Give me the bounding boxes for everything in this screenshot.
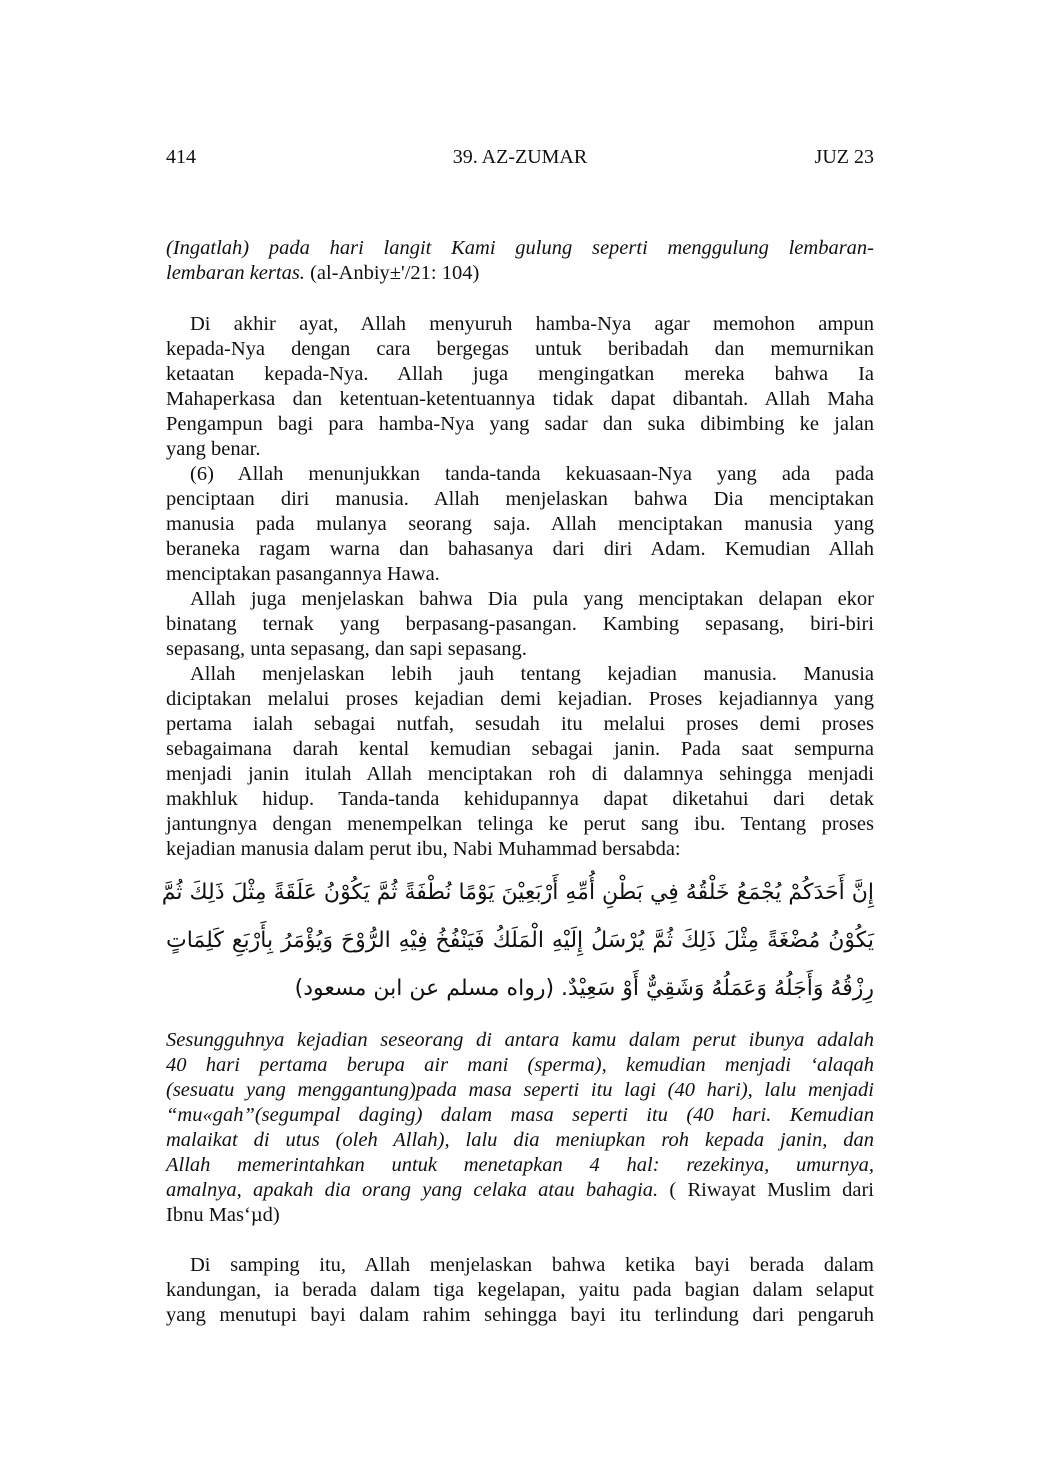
translation-line: “mu«gah”(segumpal daging) dalam masa seperti itu (40 hari. Kemudian [166,1104,874,1126]
paragraph-line: Pengampun bagi para hamba-Nya yang sadar dan suka dibimbing ke jalan [166,413,874,435]
translation-line: 40 hari pertama berupa air mani (sperma), kemudian menjadi ‘alaqah [166,1054,874,1076]
paragraph-line: beraneka ragam warna dan bahasanya dari diri Adam. Kemudian Allah [166,538,874,560]
paragraph-line: diciptakan melalui proses kejadian demi kejadian. Proses kejadiannya yang [166,688,874,710]
surah-title: 39. AZ-ZUMAR [452,146,588,168]
paragraph-line: Di samping itu, Allah menjelaskan bahwa ketika bayi berada dalam [190,1254,874,1276]
paragraph-line: Di akhir ayat, Allah menyuruh hamba-Nya agar memohon ampun [190,313,874,335]
translation-text: amalnya, apakah dia orang yang celaka atau bahagia. [166,1179,659,1201]
paragraph-line: ketaatan kepada-Nya. Allah juga mengingatkan mereka bahwa Ia [166,363,874,385]
hadith-arabic-line: رِزْقُهُ وَأَجَلُهُ وَعَمَلُهُ وَشَقِيٌّ أَوْ سَعِيْدٌ. (رواه مسلم عن ابن مسعود) [294,976,874,1001]
page-number: 414 [166,146,196,168]
paragraph-line: pertama ialah sebagai nutfah, sesudah itu melalui proses demi proses [166,713,874,735]
paragraph-line: kepada-Nya dengan cara bergegas untuk beribadah dan memurnikan [166,338,874,360]
translation-line [166,1178,874,1202]
paragraph-line: binatang ternak yang berpasang-pasangan. Kambing sepasang, biri-biri [166,613,874,635]
quote-line: (Ingatlah) pada hari langit Kami gulung seperti menggulung lembaran- [166,237,874,259]
paragraph-line: (6) Allah menunjukkan tanda-tanda kekuasaan-Nya yang ada pada [190,463,874,485]
juz-label: JUZ 23 [814,146,874,168]
paragraph-line: yang benar. [166,438,261,460]
quote-reference: (al-Anbiy±'/21: 104) [304,262,480,284]
paragraph-line: sebagaimana darah kental kemudian sebagai janin. Pada saat sempurna [166,738,874,760]
translation-line: Sesungguhnya kejadian seseorang di antara kamu dalam perut ibunya adalah [166,1029,874,1051]
paragraph-line: Mahaperkasa dan ketentuan-ketentuannya tidak dapat dibantah. Allah Maha [166,388,874,410]
paragraph-line: yang menutupi bayi dalam rahim sehingga bayi itu terlindung dari pengaruh [166,1304,874,1326]
hadith-arabic-line: إِنَّ أَحَدَكُمْ يُجْمَعُ خَلْقُهُ فِي بَطْنِ أُمِّهِ أَرْبَعِيْنَ يَوْمًا نُطْفَةً ثُمَّ يَكُوْنُ عَلَقَةً مِثْلَ ذَلِكَ ثُمَّ [161,880,874,905]
paragraph-line: makhluk hidup. Tanda-tanda kehidupannya dapat diketahui dari detak [166,788,874,810]
translation-reference: ( Riwayat Muslim dari [669,1179,874,1201]
paragraph-line: Allah menjelaskan lebih jauh tentang kejadian manusia. Manusia [190,663,874,685]
paragraph-line: jantungnya dengan menempelkan telinga ke perut sang ibu. Tentang proses [166,813,874,835]
paragraph-line: Allah juga menjelaskan bahwa Dia pula yang menciptakan delapan ekor [190,588,874,610]
page-header [166,146,874,174]
translation-line: Allah memerintahkan untuk menetapkan 4 hal: rezekinya, umurnya, [166,1154,874,1176]
translation-line: malaikat di utus (oleh Allah), lalu dia meniupkan roh kepada janin, dan [166,1129,874,1151]
paragraph-line: penciptaan diri manusia. Allah menjelaskan bahwa Dia menciptakan [166,488,874,510]
paragraph-line: menciptakan pasangannya Hawa. [166,563,440,585]
paragraph-line: menjadi janin itulah Allah menciptakan roh di dalamnya sehingga menjadi [166,763,874,785]
paragraph-line: kandungan, ia berada dalam tiga kegelapan, yaitu pada bagian dalam selaput [166,1279,874,1301]
hadith-arabic-line: يَكُوْنُ مُضْغَةً مِثْلَ ذَلِكَ ثُمَّ يُرْسَلُ إِلَيْهِ الْمَلَكُ فَيَنْفُخُ فِيْهِ الرُّوْحَ وَيُؤْمَرُ بِأَرْبَعِ كَلِمَاتٍ [166,928,874,953]
translation-line: (sesuatu yang menggantung)pada masa seperti itu lagi (40 hari), lalu menjadi [166,1079,874,1101]
translation-reference: Ibnu Mas‘µd) [166,1204,280,1226]
paragraph-line: manusia pada mulanya seorang saja. Allah menciptakan manusia yang [166,513,874,535]
paragraph-line: sepasang, unta sepasang, dan sapi sepasang. [166,638,527,660]
paragraph-line: kejadian manusia dalam perut ibu, Nabi Muhammad bersabda: [166,838,681,860]
quote-text: lembaran kertas. [166,262,305,284]
quote-line [166,261,874,285]
